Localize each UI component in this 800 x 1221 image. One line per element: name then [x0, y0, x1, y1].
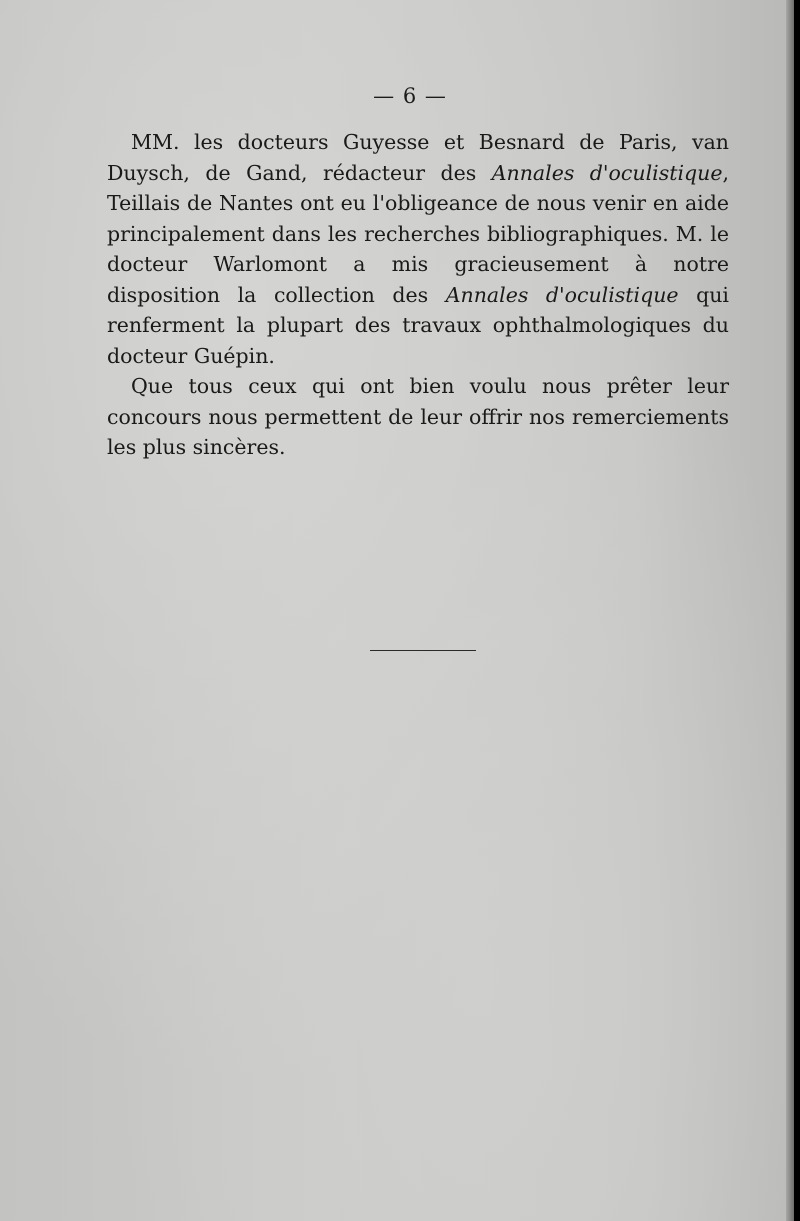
- journal-title-italic: Annales d'oculistique: [491, 160, 723, 185]
- journal-title-italic: Annales d'oculistique: [445, 282, 679, 307]
- paragraph-1-text-2: , Teillais de Nantes ont eu l'obligeance de nous venir en aide principalement dans les recherches bibliographiques. M. le docteur Warlomont a mis gracieusement à notre disposition la collection des: [107, 160, 729, 307]
- page-number: — 6 —: [373, 84, 447, 108]
- paragraph-thanks: [107, 371, 729, 463]
- paragraph-1-text-1: MM. les docteurs Guyesse et Besnard de Paris, van Duysch, de Gand, rédacteur des: [107, 130, 729, 185]
- page-edge-shadow: [786, 0, 794, 1221]
- section-divider-rule: [370, 650, 476, 651]
- body-text: [107, 127, 729, 463]
- paragraph-2-text: Que tous ceux qui ont bien voulu nous prêter leur concours nous permettent de leur offrir nos remerciements les plus sincères.: [107, 374, 729, 459]
- paragraph-1-text-3: qui renferment la plupart des travaux ophthalmologiques du docteur Guépin.: [107, 282, 729, 368]
- paragraph-acknowledgements: [107, 127, 729, 371]
